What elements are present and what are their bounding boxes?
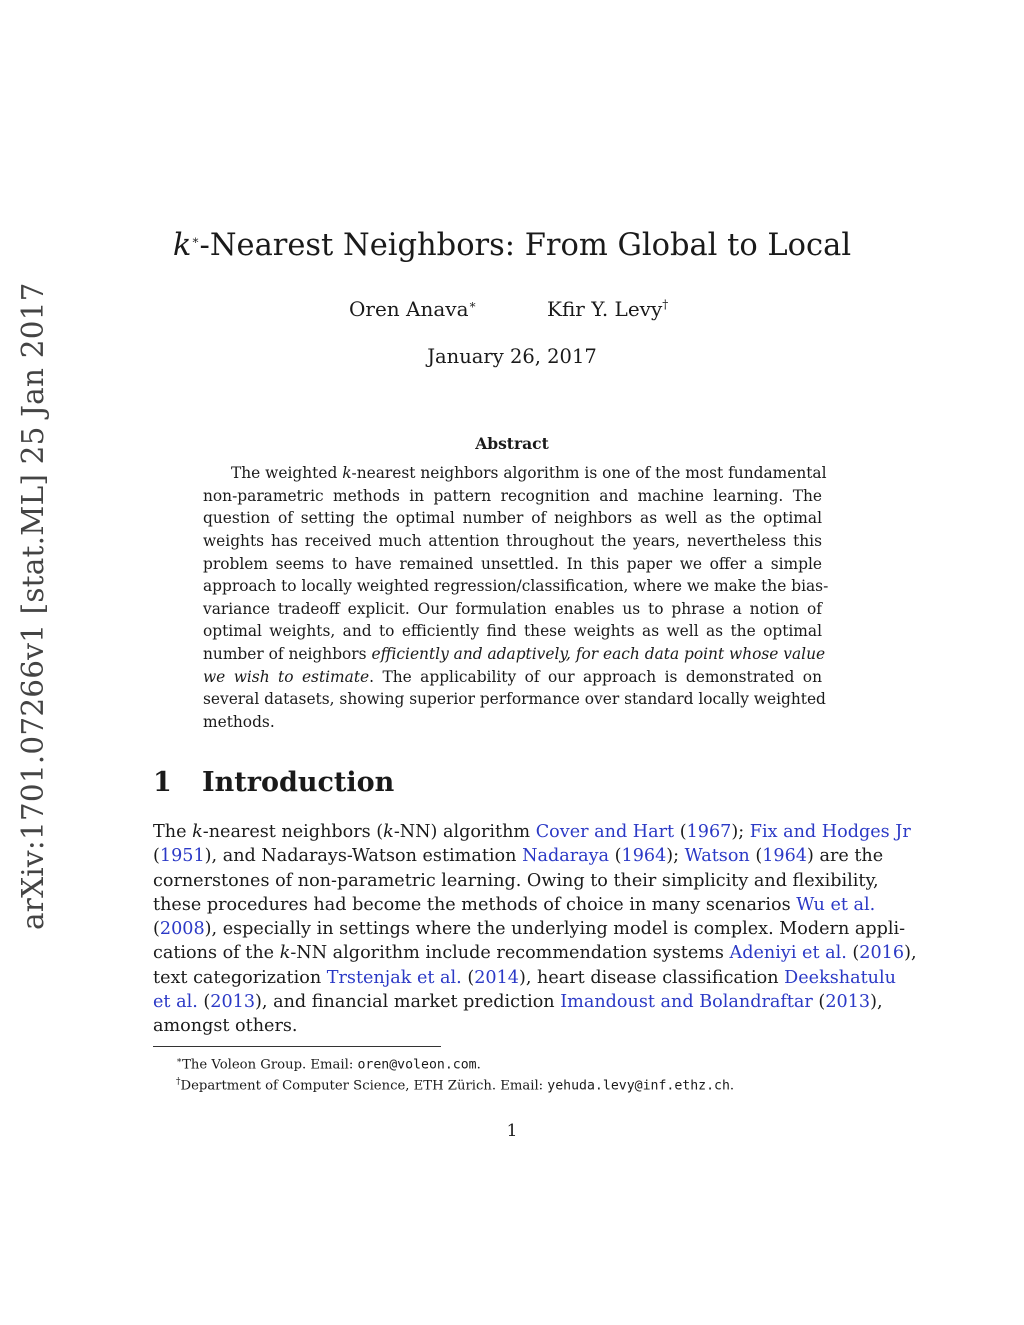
citation-link[interactable]: 1964 xyxy=(762,846,807,867)
paper-date: January 26, 2017 xyxy=(427,345,597,368)
abstract-line: non-parametric methods in pattern recognition and machine learning. The xyxy=(203,486,822,505)
abstract-line: weights has received much attention throughout the years, nevertheless this xyxy=(203,531,822,550)
text: ( xyxy=(749,846,763,867)
abstract-line: several datasets, showing superior performance over standard locally weighted xyxy=(203,690,826,709)
text: ( xyxy=(197,992,211,1013)
citation-link[interactable]: et al. xyxy=(153,992,198,1013)
footnotes xyxy=(176,1051,734,1093)
intro-line: amongst others. xyxy=(153,1016,298,1037)
text: ( xyxy=(153,919,160,940)
email-link[interactable]: yehuda.levy@inf.ethz.ch xyxy=(547,1078,730,1094)
abstract-line: The weighted k-nearest neighbors algorithm is one of the most fundamental xyxy=(231,464,827,482)
text: . xyxy=(729,1078,735,1094)
intro-line xyxy=(153,893,876,917)
citation-link[interactable]: Watson xyxy=(684,846,750,867)
text: ( xyxy=(674,822,687,842)
text: -NN) algorithm xyxy=(393,822,536,842)
intro-line xyxy=(153,844,884,868)
intro-line xyxy=(153,941,917,965)
text: ( xyxy=(461,967,475,988)
text: ); xyxy=(666,846,685,867)
intro-line xyxy=(153,990,883,1014)
citation-link[interactable]: 1964 xyxy=(621,846,667,867)
paper-title xyxy=(0,228,1024,263)
title-k: k xyxy=(172,228,192,263)
abstract-heading: Abstract xyxy=(475,434,549,453)
abstract-line: question of setting the optimal number of neighbors as well as the optimal xyxy=(203,509,822,528)
text: k xyxy=(279,943,291,964)
citation-link[interactable]: Nadaraya xyxy=(522,846,610,867)
section-heading-introduction xyxy=(153,767,394,798)
text: ), and Nadarays-Watson estimation xyxy=(204,846,523,867)
footnote-mark: † xyxy=(176,1077,181,1087)
citation-link[interactable]: Adeniyi et al. xyxy=(729,943,847,964)
citation-link[interactable]: Imandoust and Bolandraftar xyxy=(560,992,813,1013)
footnote-text: Department of Computer Science, ETH Zürich. Email: xyxy=(180,1078,548,1094)
text: . xyxy=(476,1057,481,1073)
abstract-line: problem seems to have remained unsettled. In this paper we offer a simple xyxy=(203,554,822,573)
footnote-2 xyxy=(176,1072,734,1093)
author-oren-anava xyxy=(349,297,477,321)
intro-line xyxy=(153,917,906,941)
citation-link[interactable]: Wu et al. xyxy=(796,894,876,915)
text: k xyxy=(192,822,203,842)
citation-link[interactable]: 1967 xyxy=(686,822,732,842)
section-title: Introduction xyxy=(202,767,395,798)
abstract-line: optimal weights, and to efficiently find these weights as well as the optimal xyxy=(203,622,822,641)
citation-link[interactable]: Fix and Hodges Jr xyxy=(749,822,911,842)
citation-link[interactable]: Trstenjak et al. xyxy=(326,967,462,988)
page-number: 1 xyxy=(506,1121,518,1141)
text: ); xyxy=(731,822,750,842)
email-link[interactable]: oren@voleon.com xyxy=(357,1057,477,1073)
text: ( xyxy=(846,943,860,964)
introduction-paragraph xyxy=(153,820,917,1039)
citation-link[interactable]: 2013 xyxy=(210,992,256,1013)
footnote-text: The Voleon Group. Email: xyxy=(182,1057,358,1073)
text: ) are the xyxy=(807,846,884,867)
text: k xyxy=(383,822,394,842)
intro-line: cornerstones of non-parametric learning. Owing to their simplicity and flexibility, xyxy=(153,870,879,891)
title-rest: -Nearest Neighbors: From Global to Local xyxy=(199,228,852,263)
text: ( xyxy=(609,846,622,867)
footnote-1 xyxy=(176,1051,734,1072)
text: ), xyxy=(870,992,883,1013)
text: ), heart disease classification xyxy=(518,967,785,988)
citation-link[interactable]: 2014 xyxy=(474,967,519,988)
text: ), xyxy=(904,943,917,964)
abstract-line: number of neighbors efficiently and adaptively, for each data point whose value xyxy=(203,645,826,664)
author-name: Oren Anava xyxy=(349,297,469,321)
abstract-line: we wish to estimate. The applicability of our approach is demonstrated on xyxy=(203,667,822,686)
abstract-body xyxy=(203,462,829,734)
citation-link[interactable]: 1951 xyxy=(159,846,205,867)
arxiv-identifier-stamp: arXiv:1701.07266v1 [stat.ML] 25 Jan 2017 xyxy=(16,282,50,930)
footnote-divider xyxy=(153,1046,441,1047)
author-kfir-levy xyxy=(547,297,668,321)
citation-link[interactable]: 2008 xyxy=(159,919,205,940)
text: ), and financial market prediction xyxy=(255,992,561,1013)
section-number: 1 xyxy=(153,767,172,798)
text: text categorization xyxy=(153,967,327,988)
title-star: ∗ xyxy=(191,232,200,247)
citation-link[interactable]: 2016 xyxy=(859,943,905,964)
citation-link[interactable]: Cover and Hart xyxy=(535,822,675,842)
abstract-line: variance tradeoff explicit. Our formulation enables us to phrase a notion of xyxy=(203,599,822,618)
author-footnote-mark[interactable]: † xyxy=(662,297,669,312)
text: ( xyxy=(153,846,160,867)
text: cations of the xyxy=(153,943,280,964)
author-footnote-mark[interactable]: ∗ xyxy=(468,297,477,312)
citation-link[interactable]: 2013 xyxy=(825,992,871,1013)
text: The xyxy=(153,822,193,842)
text: -nearest neighbors ( xyxy=(202,822,384,842)
author-name: Kfir Y. Levy xyxy=(547,297,663,321)
text: ( xyxy=(812,992,826,1013)
intro-line xyxy=(153,820,911,844)
footnote-mark: ∗ xyxy=(176,1056,183,1066)
text: ), especially in settings where the underlying model is complex. Modern appli- xyxy=(204,919,906,940)
intro-line xyxy=(153,966,896,990)
text: these procedures had become the methods of choice in many scenarios xyxy=(153,894,797,915)
abstract-line: approach to locally weighted regression/classification, where we make the bias- xyxy=(203,577,829,596)
citation-link[interactable]: Deekshatulu xyxy=(784,967,896,988)
abstract-line: methods. xyxy=(203,713,275,732)
text: -NN algorithm include recommendation systems xyxy=(290,943,730,964)
